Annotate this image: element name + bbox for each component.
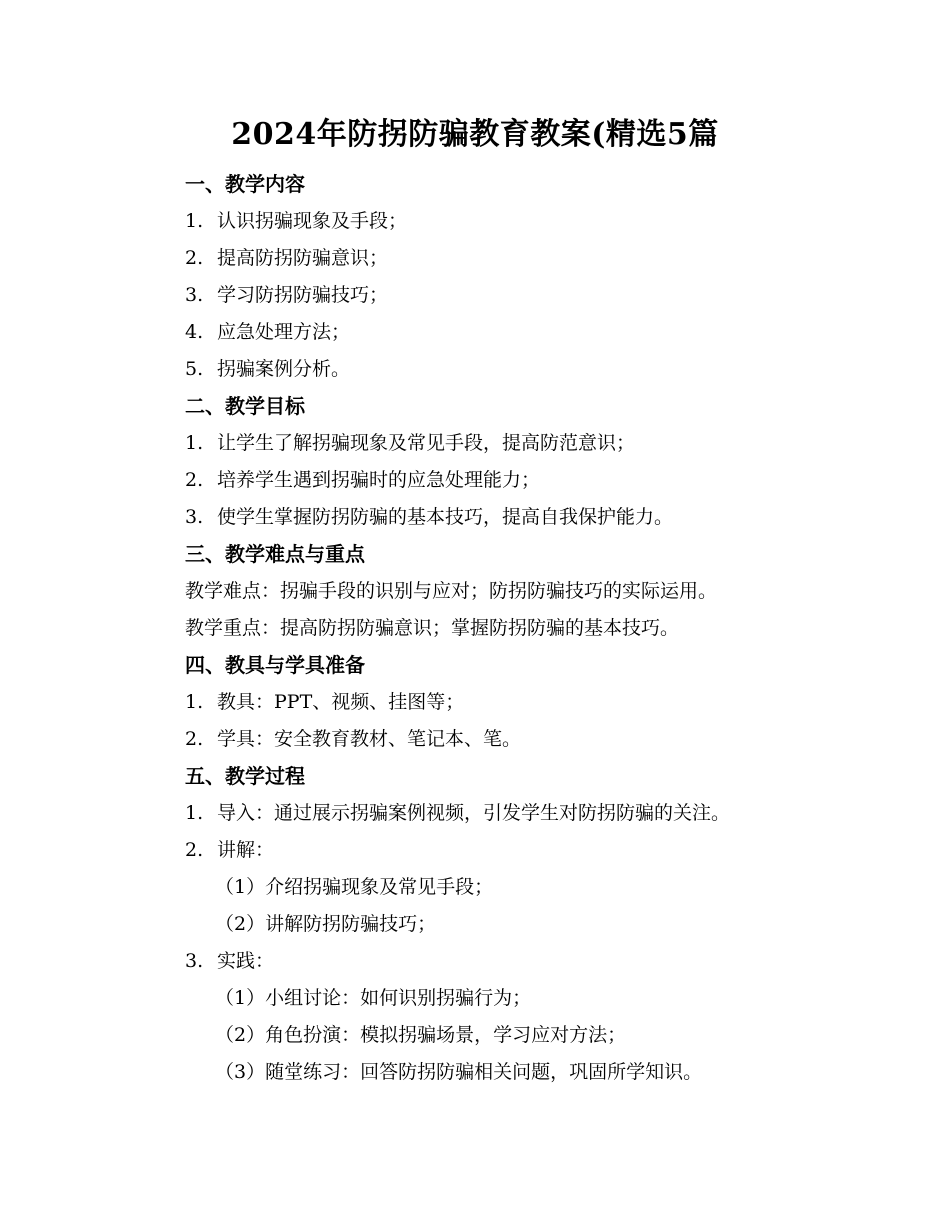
item-text: 讲解： <box>217 839 275 861</box>
list-item <box>185 314 885 351</box>
list-item <box>185 425 885 462</box>
list-item <box>185 240 885 277</box>
list-item <box>185 499 885 536</box>
list-item <box>185 684 885 721</box>
section-heading: 一、教学内容 <box>185 172 305 196</box>
section-heading: 二、教学目标 <box>185 394 305 418</box>
item-number: 1. <box>185 691 204 713</box>
sub-item: （1）介绍拐骗现象及常见手段； <box>215 876 494 898</box>
item-text: 教具：PPT、视频、挂图等； <box>217 691 465 713</box>
section-heading: 五、教学过程 <box>185 764 305 788</box>
list-item <box>185 277 885 314</box>
sub-item: （1）小组讨论：如何识别拐骗行为； <box>215 987 532 1009</box>
item-number: 2. <box>185 247 204 269</box>
paragraph: 教学难点：拐骗手段的识别与应对；防拐防骗技巧的实际运用。 <box>185 580 718 602</box>
item-text: 提高防拐防骗意识； <box>217 247 389 269</box>
sub-item: （2）讲解防拐防骗技巧； <box>215 913 437 935</box>
item-number: 5. <box>185 358 204 380</box>
item-text: 学习防拐防骗技巧； <box>217 284 389 306</box>
sub-item: （3）随堂练习：回答防拐防骗相关问题，巩固所学知识。 <box>215 1061 703 1083</box>
document-title: 2024年防拐防骗教育教案(精选5篇 <box>231 117 719 152</box>
item-number: 3. <box>185 506 204 528</box>
item-text: 让学生了解拐骗现象及常见手段，提高防范意识； <box>217 432 636 454</box>
item-number: 4. <box>185 321 204 343</box>
section-heading: 三、教学难点与重点 <box>185 542 365 566</box>
item-text: 培养学生遇到拐骗时的应急处理能力； <box>217 469 541 491</box>
item-number: 3. <box>185 284 204 306</box>
item-number: 2. <box>185 839 204 861</box>
item-text: 实践： <box>217 950 275 972</box>
list-item <box>185 462 885 499</box>
list-item <box>185 832 885 869</box>
item-number: 3. <box>185 950 204 972</box>
sub-item: （2）角色扮演：模拟拐骗场景，学习应对方法； <box>215 1024 627 1046</box>
item-text: 应急处理方法； <box>217 321 351 343</box>
section-heading: 四、教具与学具准备 <box>185 653 365 677</box>
item-text: 使学生掌握防拐防骗的基本技巧，提高自我保护能力。 <box>217 506 674 528</box>
item-text: 拐骗案例分析。 <box>217 358 351 380</box>
item-number: 1. <box>185 210 204 232</box>
item-number: 2. <box>185 728 204 750</box>
list-item <box>185 351 885 388</box>
item-text: 导入：通过展示拐骗案例视频，引发学生对防拐防骗的关注。 <box>217 802 731 824</box>
item-number: 2. <box>185 469 204 491</box>
item-text: 学具：安全教育教材、笔记本、笔。 <box>217 728 522 750</box>
document-body <box>185 166 885 1091</box>
paragraph: 教学重点：提高防拐防骗意识；掌握防拐防骗的基本技巧。 <box>185 617 680 639</box>
item-text: 认识拐骗现象及手段； <box>217 210 408 232</box>
item-number: 1. <box>185 802 204 824</box>
list-item <box>185 943 885 980</box>
item-number: 1. <box>185 432 204 454</box>
list-item <box>185 795 885 832</box>
list-item <box>185 721 885 758</box>
list-item <box>185 203 885 240</box>
